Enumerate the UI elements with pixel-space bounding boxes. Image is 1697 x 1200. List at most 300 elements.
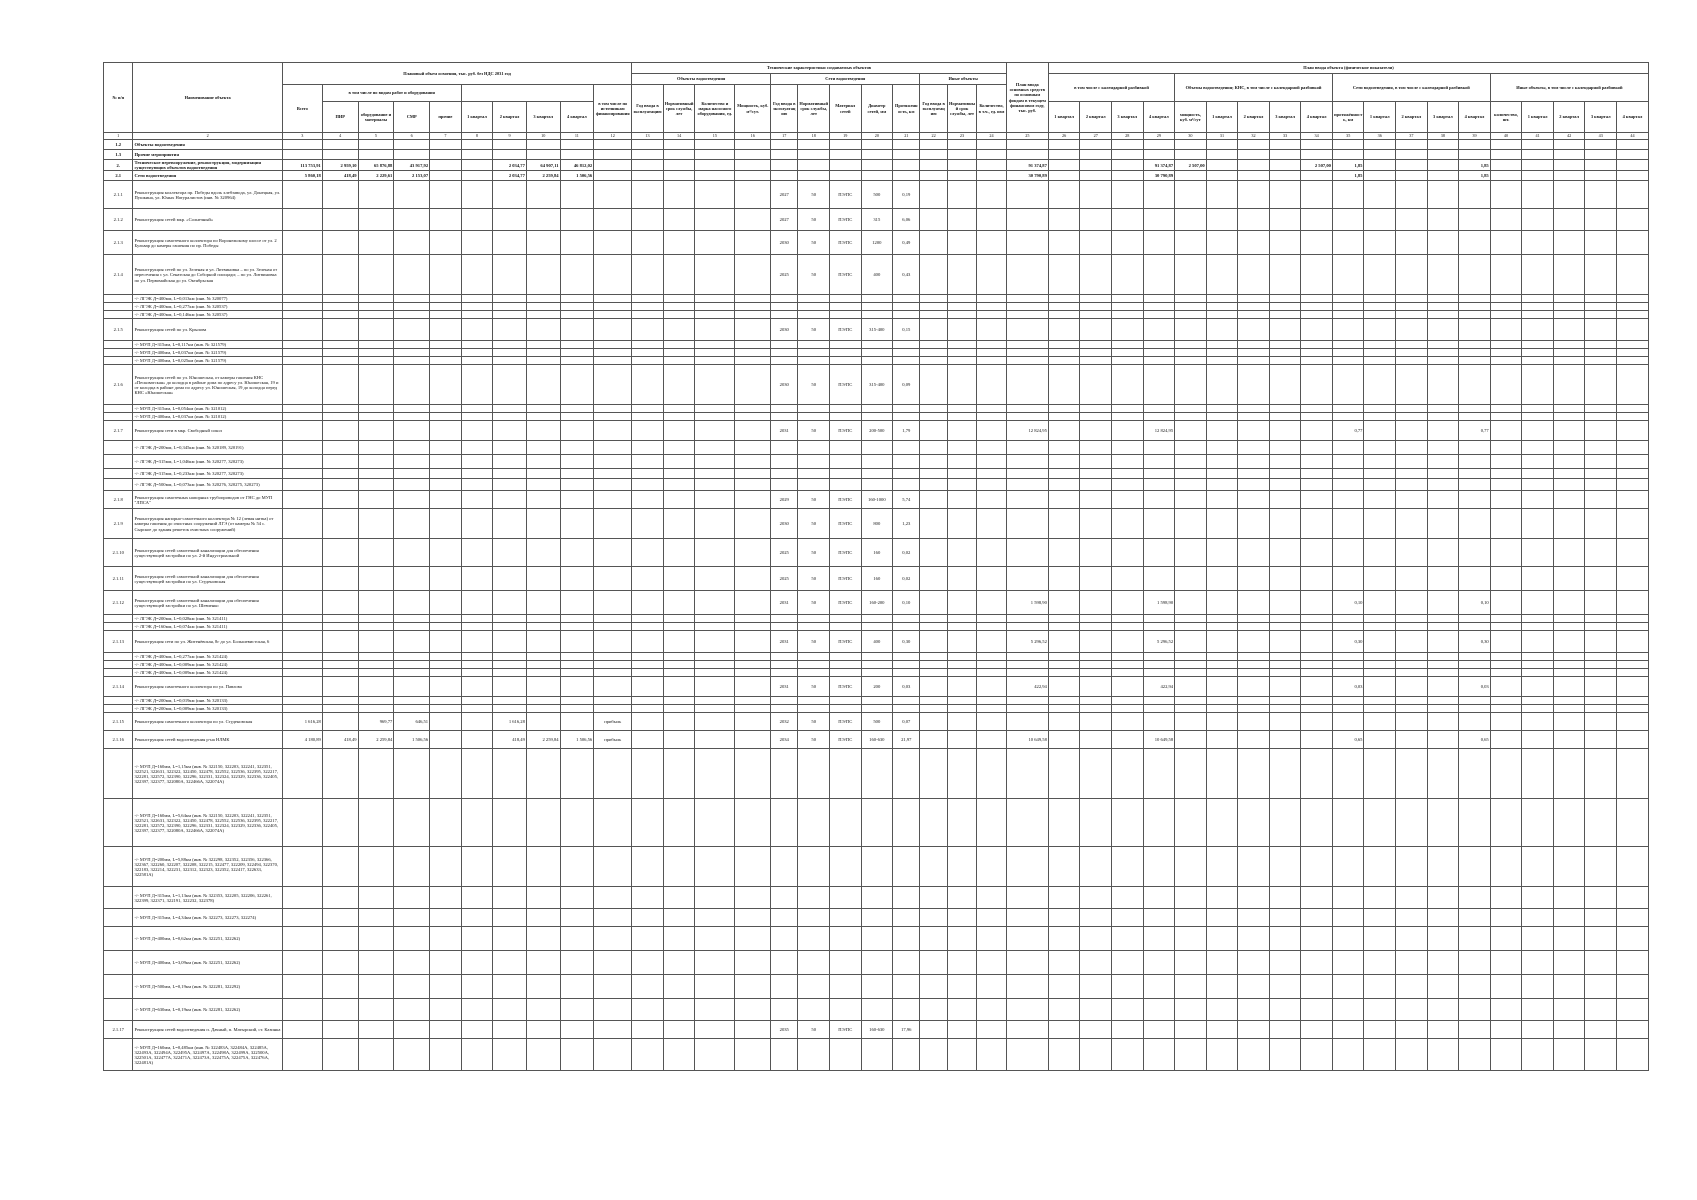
table-cell (1459, 847, 1491, 887)
table-cell (1616, 413, 1648, 421)
table-cell (1553, 799, 1585, 847)
table-cell (461, 749, 493, 799)
table-cell (493, 140, 527, 150)
row-name-cell: -/- МУП Д=400мм, L=0,037км (инв. № 321012) (133, 413, 282, 421)
row-number-cell: 2.1.4 (104, 255, 133, 295)
table-cell (1175, 413, 1207, 421)
table-cell (594, 847, 632, 887)
table-cell (1616, 567, 1648, 591)
header-objects-water: Объекты водоотведения (632, 74, 771, 85)
table-cell (1490, 631, 1522, 653)
table-cell (920, 357, 947, 365)
table-cell (663, 887, 695, 909)
table-cell (1332, 295, 1364, 303)
table-cell (977, 255, 1007, 295)
table-cell (322, 615, 358, 623)
table-cell (1490, 365, 1522, 405)
table-cell: 50 (798, 539, 830, 567)
table-row (104, 539, 1649, 567)
table-cell: 65 876,88 (358, 160, 394, 171)
table-cell (493, 909, 527, 927)
table-cell: 160-200 (861, 591, 893, 615)
table-cell (1175, 591, 1207, 615)
table-cell (1616, 539, 1648, 567)
table-cell: 0,07 (893, 713, 920, 731)
row-number-cell: 2.1.6 (104, 365, 133, 405)
table-cell (798, 413, 830, 421)
table-cell (1175, 255, 1207, 295)
table-cell (1364, 303, 1396, 311)
table-cell (1269, 847, 1301, 887)
table-cell (461, 255, 493, 295)
table-cell (430, 181, 462, 209)
table-cell (1490, 455, 1522, 469)
table-cell (1616, 479, 1648, 491)
table-cell: 0,10 (1459, 591, 1491, 615)
table-cell: 2030 (771, 231, 798, 255)
table-cell (1553, 365, 1585, 405)
table-cell (977, 1021, 1007, 1039)
table-cell (1111, 441, 1143, 455)
table-cell (1143, 405, 1175, 413)
table-cell (430, 999, 462, 1021)
table-cell (1206, 311, 1238, 319)
table-cell (663, 357, 695, 365)
row-number-cell (104, 455, 133, 469)
table-cell (1616, 847, 1648, 887)
table-cell: 2025 (771, 539, 798, 567)
table-cell (394, 615, 430, 623)
table-cell (1585, 539, 1617, 567)
table-cell (461, 799, 493, 847)
table-cell (947, 697, 976, 705)
table-cell (1238, 591, 1270, 615)
table-cell (798, 171, 830, 181)
table-cell (798, 469, 830, 479)
table-cell (1616, 669, 1648, 677)
table-cell (1459, 999, 1491, 1021)
table-cell (461, 975, 493, 999)
table-cell (1111, 909, 1143, 927)
table-cell (735, 469, 771, 479)
table-cell (663, 615, 695, 623)
table-cell (829, 479, 861, 491)
table-cell (1048, 231, 1080, 255)
row-number-cell (104, 909, 133, 927)
table-cell (1238, 847, 1270, 887)
table-cell (1396, 847, 1428, 887)
header-input-group: План ввода объекта (физические показатели) (1048, 63, 1648, 74)
table-cell (1143, 1021, 1175, 1039)
table-cell (735, 1039, 771, 1071)
table-cell (1206, 349, 1238, 357)
table-cell (1490, 951, 1522, 975)
row-name-cell: -/- ЛГЭК Д=315мм, L=1,046км (инв. № 320277, 320273) (133, 455, 282, 469)
table-cell (735, 150, 771, 160)
table-cell (461, 847, 493, 887)
table-cell: 5 296,52 (1143, 631, 1175, 653)
table-cell (947, 181, 976, 209)
table-cell (1175, 365, 1207, 405)
table-cell (1111, 160, 1143, 171)
table-cell (1616, 319, 1648, 341)
table-cell (1269, 713, 1301, 731)
table-cell (861, 669, 893, 677)
table-cell (1238, 653, 1270, 661)
table-cell (798, 349, 830, 357)
table-cell (358, 975, 394, 999)
table-cell (1616, 615, 1648, 623)
table-cell (1332, 909, 1364, 927)
table-cell (735, 209, 771, 231)
table-cell (1080, 631, 1112, 653)
table-cell (893, 887, 920, 909)
table-cell (1048, 1039, 1080, 1071)
table-cell (632, 677, 664, 697)
table-cell (493, 349, 527, 357)
table-cell (920, 631, 947, 653)
table-cell (632, 615, 664, 623)
table-cell (977, 697, 1007, 705)
table-cell (1490, 799, 1522, 847)
table-cell (394, 661, 430, 669)
table-cell (893, 441, 920, 455)
table-cell (1490, 1039, 1522, 1071)
table-cell (1269, 295, 1301, 303)
table-cell (1048, 847, 1080, 887)
table-cell (461, 319, 493, 341)
table-cell (560, 140, 594, 150)
column-number: 3 (282, 133, 322, 140)
table-cell (947, 909, 976, 927)
table-cell (1143, 927, 1175, 951)
table-cell (560, 413, 594, 421)
row-number-cell (104, 951, 133, 975)
table-cell (632, 140, 664, 150)
table-cell (493, 1039, 527, 1071)
table-cell (1427, 469, 1459, 479)
table-cell (461, 539, 493, 567)
table-cell (594, 999, 632, 1021)
table-cell (560, 469, 594, 479)
table-cell (1206, 887, 1238, 909)
table-cell (1585, 631, 1617, 653)
table-cell (560, 1039, 594, 1071)
table-cell (1238, 491, 1270, 509)
table-cell (1238, 255, 1270, 295)
table-cell (1427, 319, 1459, 341)
header-other-objects: Иные объекты (920, 74, 1006, 85)
table-cell (1048, 150, 1080, 160)
table-cell (1459, 365, 1491, 405)
table-cell (282, 999, 322, 1021)
table-cell (1585, 455, 1617, 469)
table-cell (493, 303, 527, 311)
table-cell (461, 661, 493, 669)
table-cell (632, 749, 664, 799)
table-cell (695, 181, 735, 209)
table-cell (1206, 160, 1238, 171)
table-cell (735, 847, 771, 887)
table-cell (461, 303, 493, 311)
table-cell (394, 413, 430, 421)
table-cell (1396, 150, 1428, 160)
table-cell (1364, 455, 1396, 469)
table-cell (282, 615, 322, 623)
table-cell (282, 705, 322, 713)
table-cell (358, 951, 394, 975)
table-cell (1396, 677, 1428, 697)
table-cell (861, 171, 893, 181)
column-number: 39 (1459, 133, 1491, 140)
table-cell (560, 539, 594, 567)
header-norm-life-3: Нормативный срок службы, лет (947, 85, 976, 133)
table-cell: 0,30 (1459, 631, 1491, 653)
table-cell (1269, 181, 1301, 209)
table-cell (322, 357, 358, 365)
table-cell (1553, 295, 1585, 303)
table-cell (430, 661, 462, 669)
table-cell (1616, 455, 1648, 469)
table-cell (1238, 421, 1270, 441)
table-cell (735, 749, 771, 799)
table-cell (1522, 349, 1554, 357)
table-cell (594, 1021, 632, 1039)
table-cell (1522, 887, 1554, 909)
table-cell (493, 1021, 527, 1039)
table-cell (1048, 181, 1080, 209)
table-cell (1111, 731, 1143, 749)
table-cell (1459, 150, 1491, 160)
table-cell (430, 653, 462, 661)
table-cell (663, 231, 695, 255)
table-cell (1490, 479, 1522, 491)
table-cell (1206, 209, 1238, 231)
table-cell (1427, 539, 1459, 567)
table-cell (1175, 677, 1207, 697)
table-cell (1048, 319, 1080, 341)
header-cost-group: Плановый объем освоения, тыс. руб. без НДС 2031 год (282, 63, 631, 85)
table-cell: 2 507,00 (1175, 160, 1207, 171)
table-cell (394, 677, 430, 697)
header-q1: 1 квартал (461, 102, 493, 133)
table-cell (1048, 697, 1080, 705)
column-number: 13 (632, 133, 664, 140)
table-cell (695, 509, 735, 539)
table-cell (1553, 1039, 1585, 1071)
table-cell (632, 491, 664, 509)
table-cell (358, 319, 394, 341)
column-number: 7 (430, 133, 462, 140)
table-cell (358, 623, 394, 631)
table-cell (861, 413, 893, 421)
table-cell (526, 847, 560, 887)
table-cell (977, 661, 1007, 669)
table-cell (560, 669, 594, 677)
table-row (104, 631, 1649, 653)
table-cell (430, 539, 462, 567)
table-cell (1396, 591, 1428, 615)
table-cell (1553, 469, 1585, 479)
table-cell: 5,74 (893, 491, 920, 509)
table-cell (1585, 697, 1617, 705)
table-cell (861, 749, 893, 799)
table-cell (1111, 975, 1143, 999)
table-cell (1301, 887, 1333, 909)
table-cell (430, 160, 462, 171)
column-number: 20 (861, 133, 893, 140)
table-cell (632, 591, 664, 615)
table-cell (663, 160, 695, 171)
table-cell (594, 615, 632, 623)
table-cell (920, 909, 947, 927)
table-cell (1006, 365, 1048, 405)
table-cell (663, 749, 695, 799)
table-cell (1111, 697, 1143, 705)
table-cell (1238, 455, 1270, 469)
table-cell (1301, 171, 1333, 181)
table-cell (560, 653, 594, 661)
table-cell (695, 615, 735, 623)
table-cell (893, 311, 920, 319)
table-cell (861, 623, 893, 631)
table-cell (1490, 539, 1522, 567)
table-cell (1585, 731, 1617, 749)
table-cell (1553, 653, 1585, 661)
table-cell (430, 713, 462, 731)
table-cell (1175, 469, 1207, 479)
table-row (104, 677, 1649, 697)
table-cell (1175, 421, 1207, 441)
table-cell (526, 209, 560, 231)
table-cell (1006, 999, 1048, 1021)
table-cell (632, 567, 664, 591)
table-cell (695, 799, 735, 847)
table-cell (1301, 365, 1333, 405)
table-cell (771, 697, 798, 705)
table-cell (1006, 623, 1048, 631)
table-cell (1111, 469, 1143, 479)
table-cell (594, 303, 632, 311)
table-row (104, 749, 1649, 799)
table-cell (1553, 405, 1585, 413)
table-cell (1396, 623, 1428, 631)
table-cell (977, 455, 1007, 469)
table-cell (1301, 357, 1333, 365)
table-cell (947, 455, 976, 469)
table-cell: 315-400 (861, 319, 893, 341)
table-row (104, 951, 1649, 975)
table-cell (1459, 623, 1491, 631)
table-cell (1427, 171, 1459, 181)
table-cell (1585, 231, 1617, 255)
table-cell (1206, 319, 1238, 341)
table-cell (1396, 749, 1428, 799)
row-number-cell: 2.1.9 (104, 509, 133, 539)
table-cell (1111, 231, 1143, 255)
table-cell (1206, 231, 1238, 255)
table-cell (1301, 469, 1333, 479)
table-cell (1269, 697, 1301, 705)
table-cell (282, 887, 322, 909)
table-cell (920, 1039, 947, 1071)
table-cell (798, 311, 830, 319)
table-cell (1522, 311, 1554, 319)
table-cell (1269, 209, 1301, 231)
table-cell (1553, 669, 1585, 677)
table-cell (322, 669, 358, 677)
table-cell (663, 909, 695, 927)
table-cell (1111, 303, 1143, 311)
table-cell (735, 160, 771, 171)
table-row (104, 887, 1649, 909)
table-cell (1206, 341, 1238, 349)
table-row (104, 705, 1649, 713)
table-cell (1238, 669, 1270, 677)
table-cell (1616, 365, 1648, 405)
table-cell (1553, 697, 1585, 705)
header-net-q2: 2 квартал (1396, 102, 1428, 133)
table-cell (560, 677, 594, 697)
table-cell (1238, 731, 1270, 749)
table-cell (1459, 441, 1491, 455)
table-cell (560, 319, 594, 341)
table-cell (1459, 231, 1491, 255)
table-cell (1585, 999, 1617, 1021)
table-cell (1111, 951, 1143, 975)
table-cell (1553, 160, 1585, 171)
table-cell (861, 705, 893, 713)
table-cell: 160 (861, 539, 893, 567)
table-cell (1585, 341, 1617, 349)
table-cell (1206, 255, 1238, 295)
table-cell (1616, 591, 1648, 615)
table-cell (663, 567, 695, 591)
table-cell (632, 713, 664, 731)
table-cell (1490, 731, 1522, 749)
table-cell (735, 181, 771, 209)
table-cell (1301, 623, 1333, 631)
table-cell (1364, 295, 1396, 303)
table-cell (695, 631, 735, 653)
table-cell (1143, 441, 1175, 455)
table-cell (358, 591, 394, 615)
table-cell: 2 259,84 (526, 171, 560, 181)
row-number-cell (104, 661, 133, 669)
table-cell (358, 357, 394, 365)
table-cell: 2032 (771, 713, 798, 731)
table-cell (1616, 713, 1648, 731)
table-cell: прибыль (594, 713, 632, 731)
table-cell (947, 705, 976, 713)
table-cell (1553, 927, 1585, 951)
row-number-cell (104, 999, 133, 1021)
table-cell: 2027 (771, 181, 798, 209)
table-cell (695, 669, 735, 677)
table-row (104, 653, 1649, 661)
table-cell (893, 847, 920, 887)
table-cell (695, 951, 735, 975)
table-cell (1175, 357, 1207, 365)
column-number: 24 (977, 133, 1007, 140)
table-cell (1080, 539, 1112, 567)
table-cell (1522, 140, 1554, 150)
table-cell (1427, 255, 1459, 295)
table-cell (560, 615, 594, 623)
table-cell (282, 909, 322, 927)
table-cell (1553, 413, 1585, 421)
table-cell (594, 1039, 632, 1071)
